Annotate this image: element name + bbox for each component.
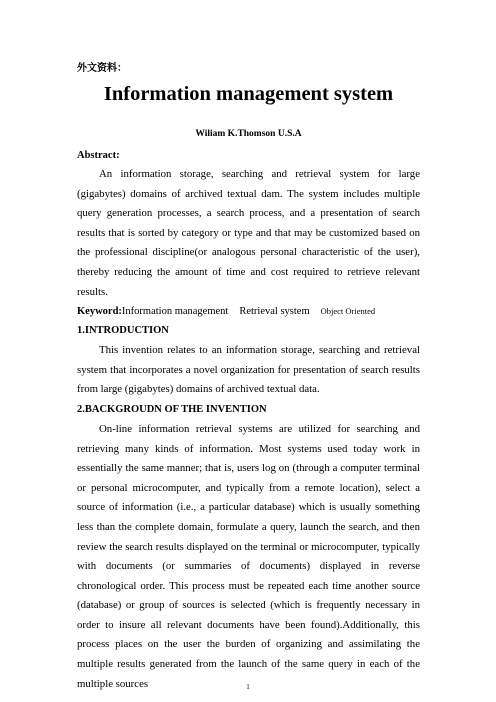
abstract-heading: Abstract: xyxy=(77,150,120,161)
foreign-material-label: 外文资料： xyxy=(77,63,127,74)
keyword-item: Object Oriented xyxy=(320,306,376,317)
author-line: Wiliam K.Thomson U.S.A xyxy=(195,129,302,139)
page-content xyxy=(77,62,420,694)
section-heading-background: 2.BACKGROUDN OF THE INVENTION xyxy=(77,403,267,415)
section-heading-introduction: 1.INTRODUCTION xyxy=(77,325,169,337)
introduction-paragraph: This invention relates to an information storage, searching and retrieval system that incorporates a novel organization for presentation of search results from large (gigabytes) domains of archived textual data. xyxy=(77,344,420,396)
keyword-item: Information management xyxy=(121,306,229,318)
keyword-item: Retrieval system xyxy=(239,306,310,318)
keywords-label: Keyword: xyxy=(77,306,122,318)
page-number: 1 xyxy=(246,683,250,691)
keywords-line xyxy=(77,302,420,321)
background-paragraph: On-line information retrieval systems are utilized for searching and retrieving many kinds of information. Most systems used today work in essentially the same manner; that is, users log on (through a computer terminal or personal microcomputer, and typically from a remote location), select a source of information (i.e., a particular database) which is usually something less than the complete domain, formulate a query, launch the search, and then review the search results displayed on the terminal or microcomputer, typically with documents (or summaries of documents) displayed in reverse chronological order. This process must be repeated each time another source (database) or group of sources is selected (which is frequently necessary in order to insure all relevant documents have been found).Additionally, this process places on the user the burden of organizing and assimilating the multiple results generated from the launch of the same query in each of the multiple sources xyxy=(77,422,420,690)
abstract-paragraph: An information storage, searching and retrieval system for large (gigabytes) domains of archived textual dam. The system includes multiple query generation processes, a search process, and a presentation of search results that is sorted by category or type and that may be customized based on the professional discipline(or analogous personal characteristic of the user), thereby reducing the amount of time and cost required to retrieve relevant results. xyxy=(77,168,420,298)
document-title: Information management system xyxy=(103,83,394,105)
